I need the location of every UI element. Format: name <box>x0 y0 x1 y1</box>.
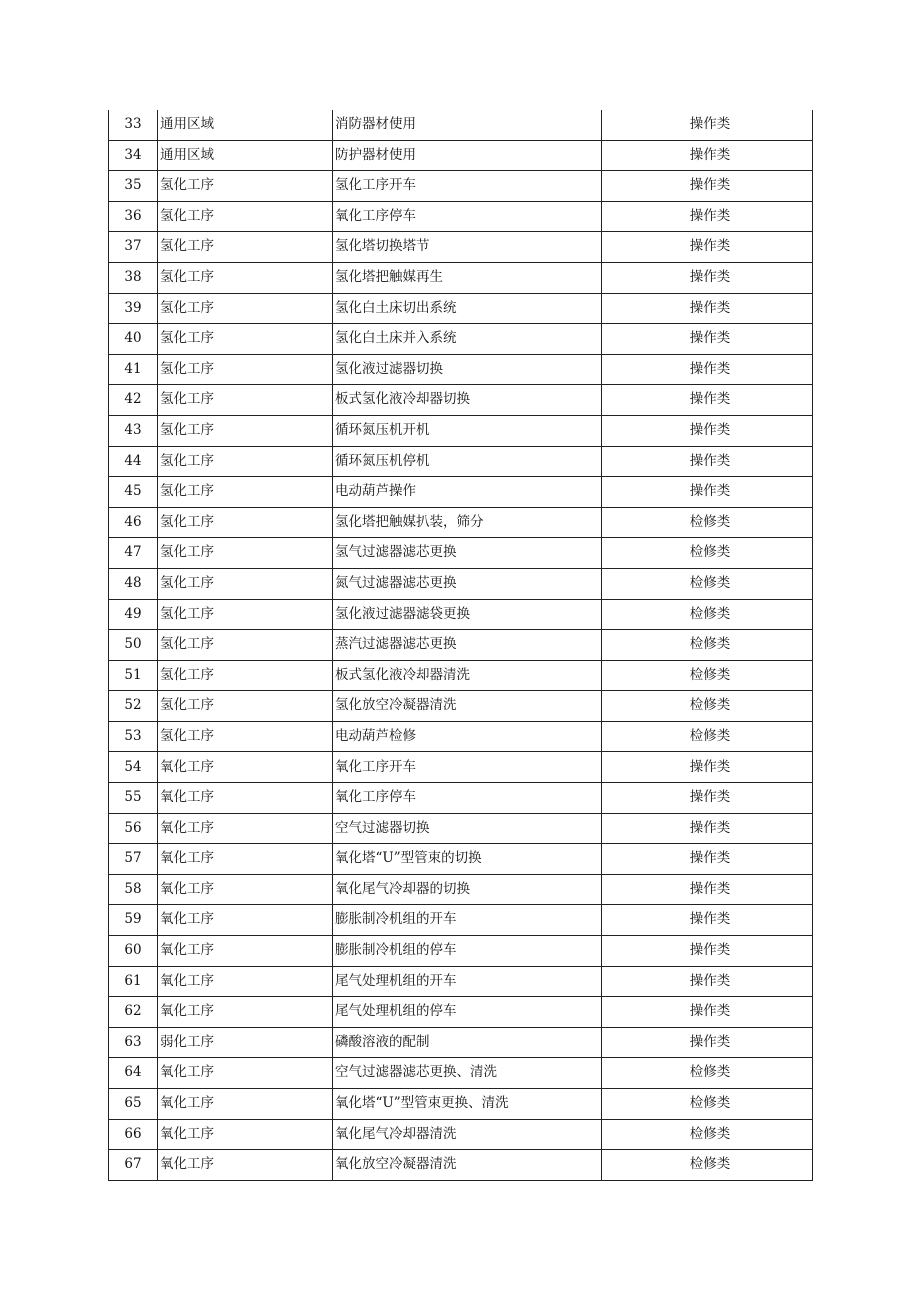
area-cell: 氢化工序 <box>158 599 333 630</box>
task-type-label: 操作类 <box>689 421 731 438</box>
task-type-cell <box>602 874 813 905</box>
table-row <box>109 752 813 783</box>
table-row <box>109 1058 813 1089</box>
task-name-cell: 氧化尾气冷却器的切换 <box>333 874 602 905</box>
task-name-cell: 空气过滤器滤芯更换、清洗 <box>333 1058 602 1089</box>
task-type-cell <box>602 1027 813 1058</box>
area-cell: 氢化工序 <box>158 721 333 752</box>
row-number-cell: 64 <box>109 1058 158 1089</box>
row-number-cell: 66 <box>109 1119 158 1150</box>
task-type-label: 检修类 <box>689 1125 731 1142</box>
task-name-cell: 氧化工序开车 <box>333 752 602 783</box>
task-type-label: 检修类 <box>689 605 731 622</box>
area-cell: 氢化工序 <box>158 568 333 599</box>
task-type-label: 操作类 <box>689 299 731 316</box>
row-number-cell: 63 <box>109 1027 158 1058</box>
task-type-cell <box>602 538 813 569</box>
row-number-cell: 35 <box>109 171 158 202</box>
task-name-cell: 防护器材使用 <box>333 140 602 171</box>
row-number-cell: 65 <box>109 1089 158 1120</box>
task-type-label: 操作类 <box>689 146 731 163</box>
task-type-label: 操作类 <box>689 880 731 897</box>
task-type-cell <box>602 324 813 355</box>
task-type-cell <box>602 630 813 661</box>
task-type-cell <box>602 201 813 232</box>
table-row <box>109 936 813 967</box>
table-body <box>109 110 813 1180</box>
task-type-cell <box>602 691 813 722</box>
task-name-cell: 磷酸溶液的配制 <box>333 1027 602 1058</box>
task-name-cell: 氧化塔“U”型管束更换、清洗 <box>333 1089 602 1120</box>
task-type-cell <box>602 599 813 630</box>
task-type-label: 操作类 <box>689 177 731 194</box>
row-number-cell: 58 <box>109 874 158 905</box>
table-row <box>109 813 813 844</box>
table-row <box>109 507 813 538</box>
row-number-cell: 45 <box>109 477 158 508</box>
area-cell: 氧化工序 <box>158 752 333 783</box>
row-number-cell: 48 <box>109 568 158 599</box>
table-row <box>109 477 813 508</box>
task-type-cell <box>602 110 813 140</box>
table-row <box>109 721 813 752</box>
table-row <box>109 844 813 875</box>
task-name-cell: 循环氮压机停机 <box>333 446 602 477</box>
task-type-cell <box>602 905 813 936</box>
area-cell: 氧化工序 <box>158 1058 333 1089</box>
table-row <box>109 1089 813 1120</box>
task-type-label: 操作类 <box>689 819 731 836</box>
table-row <box>109 110 813 140</box>
task-type-label: 操作类 <box>689 207 731 224</box>
row-number-cell: 60 <box>109 936 158 967</box>
job-list-sheet <box>108 110 812 1181</box>
area-cell: 氧化工序 <box>158 813 333 844</box>
row-number-cell: 67 <box>109 1150 158 1181</box>
task-name-cell: 氢化白土床并入系统 <box>333 324 602 355</box>
area-cell: 氢化工序 <box>158 293 333 324</box>
table-row <box>109 232 813 263</box>
task-type-cell <box>602 783 813 814</box>
area-cell: 氧化工序 <box>158 966 333 997</box>
task-type-cell <box>602 813 813 844</box>
row-number-cell: 38 <box>109 262 158 293</box>
task-type-label: 操作类 <box>689 452 731 469</box>
table-row <box>109 783 813 814</box>
task-type-cell <box>602 966 813 997</box>
row-number-cell: 39 <box>109 293 158 324</box>
task-name-cell: 电动葫芦操作 <box>333 477 602 508</box>
task-type-cell <box>602 354 813 385</box>
task-type-label: 操作类 <box>689 330 731 347</box>
area-cell: 氢化工序 <box>158 262 333 293</box>
task-name-cell: 氢化白土床切出系统 <box>333 293 602 324</box>
table-row <box>109 262 813 293</box>
table-row <box>109 1119 813 1150</box>
task-type-cell <box>602 385 813 416</box>
task-name-cell: 氢化液过滤器切换 <box>333 354 602 385</box>
task-name-cell: 氧化塔“U”型管束的切换 <box>333 844 602 875</box>
task-name-cell: 尾气处理机组的停车 <box>333 997 602 1028</box>
task-type-cell <box>602 721 813 752</box>
table-row <box>109 997 813 1028</box>
table-row <box>109 691 813 722</box>
area-cell: 氧化工序 <box>158 1150 333 1181</box>
task-type-cell <box>602 477 813 508</box>
row-number-cell: 53 <box>109 721 158 752</box>
row-number-cell: 34 <box>109 140 158 171</box>
task-type-label: 操作类 <box>689 942 731 959</box>
area-cell: 氢化工序 <box>158 324 333 355</box>
task-type-cell <box>602 997 813 1028</box>
task-type-label: 操作类 <box>689 911 731 928</box>
task-name-cell: 氢化塔切换塔节 <box>333 232 602 263</box>
table-row <box>109 568 813 599</box>
table-row <box>109 599 813 630</box>
area-cell: 弱化工序 <box>158 1027 333 1058</box>
task-type-cell <box>602 936 813 967</box>
table-row <box>109 660 813 691</box>
task-name-cell: 膨胀制冷机组的停车 <box>333 936 602 967</box>
area-cell: 氢化工序 <box>158 507 333 538</box>
task-type-label: 检修类 <box>689 636 731 653</box>
row-number-cell: 59 <box>109 905 158 936</box>
task-type-cell <box>602 415 813 446</box>
row-number-cell: 51 <box>109 660 158 691</box>
task-name-cell: 膨胀制冷机组的开车 <box>333 905 602 936</box>
area-cell: 氢化工序 <box>158 201 333 232</box>
task-type-label: 操作类 <box>689 391 731 408</box>
task-type-label: 检修类 <box>689 1064 731 1081</box>
task-type-label: 检修类 <box>689 1156 731 1173</box>
task-name-cell: 氧化工序停车 <box>333 783 602 814</box>
table-row <box>109 446 813 477</box>
area-cell: 氢化工序 <box>158 232 333 263</box>
area-cell: 氧化工序 <box>158 1089 333 1120</box>
task-name-cell: 电动葫芦检修 <box>333 721 602 752</box>
task-name-cell: 氢化放空冷凝器清洗 <box>333 691 602 722</box>
task-type-label: 操作类 <box>689 1003 731 1020</box>
area-cell: 通用区域 <box>158 110 333 140</box>
table-row <box>109 1027 813 1058</box>
task-type-cell <box>602 1058 813 1089</box>
area-cell: 通用区域 <box>158 140 333 171</box>
row-number-cell: 52 <box>109 691 158 722</box>
row-number-cell: 44 <box>109 446 158 477</box>
task-type-label: 检修类 <box>689 574 731 591</box>
job-task-table <box>108 110 813 1181</box>
area-cell: 氢化工序 <box>158 415 333 446</box>
task-name-cell: 板式氢化液冷却器切换 <box>333 385 602 416</box>
area-cell: 氧化工序 <box>158 874 333 905</box>
area-cell: 氧化工序 <box>158 783 333 814</box>
table-row <box>109 385 813 416</box>
table-row <box>109 630 813 661</box>
task-name-cell: 板式氢化液冷却器清洗 <box>333 660 602 691</box>
row-number-cell: 54 <box>109 752 158 783</box>
task-type-label: 操作类 <box>689 972 731 989</box>
row-number-cell: 42 <box>109 385 158 416</box>
row-number-cell: 56 <box>109 813 158 844</box>
area-cell: 氧化工序 <box>158 997 333 1028</box>
area-cell: 氧化工序 <box>158 905 333 936</box>
task-name-cell: 空气过滤器切换 <box>333 813 602 844</box>
task-type-label: 操作类 <box>689 269 731 286</box>
task-name-cell: 氧化放空冷凝器清洗 <box>333 1150 602 1181</box>
task-type-label: 检修类 <box>689 666 731 683</box>
row-number-cell: 61 <box>109 966 158 997</box>
task-name-cell: 氢化塔把触媒再生 <box>333 262 602 293</box>
table-row <box>109 354 813 385</box>
area-cell: 氧化工序 <box>158 936 333 967</box>
row-number-cell: 62 <box>109 997 158 1028</box>
task-type-label: 检修类 <box>689 544 731 561</box>
task-name-cell: 氮气过滤器滤芯更换 <box>333 568 602 599</box>
task-type-label: 操作类 <box>689 483 731 500</box>
task-type-label: 检修类 <box>689 697 731 714</box>
task-type-cell <box>602 446 813 477</box>
task-type-cell <box>602 1119 813 1150</box>
task-type-cell <box>602 507 813 538</box>
area-cell: 氢化工序 <box>158 354 333 385</box>
table-row <box>109 905 813 936</box>
area-cell: 氢化工序 <box>158 171 333 202</box>
task-type-cell <box>602 1089 813 1120</box>
task-name-cell: 氢气过滤器滤芯更换 <box>333 538 602 569</box>
row-number-cell: 47 <box>109 538 158 569</box>
area-cell: 氢化工序 <box>158 385 333 416</box>
row-number-cell: 49 <box>109 599 158 630</box>
row-number-cell: 57 <box>109 844 158 875</box>
area-cell: 氧化工序 <box>158 1119 333 1150</box>
table-row <box>109 874 813 905</box>
task-name-cell: 氧化尾气冷却器清洗 <box>333 1119 602 1150</box>
task-name-cell: 氢化塔把触媒扒装，筛分 <box>333 507 602 538</box>
table-row <box>109 1150 813 1181</box>
task-type-cell <box>602 262 813 293</box>
task-type-label: 检修类 <box>689 1095 731 1112</box>
row-number-cell: 36 <box>109 201 158 232</box>
area-cell: 氢化工序 <box>158 691 333 722</box>
task-type-label: 操作类 <box>689 116 731 133</box>
row-number-cell: 55 <box>109 783 158 814</box>
task-type-label: 操作类 <box>689 1033 731 1050</box>
task-type-label: 操作类 <box>689 850 731 867</box>
row-number-cell: 37 <box>109 232 158 263</box>
task-name-cell: 循环氮压机开机 <box>333 415 602 446</box>
task-type-cell <box>602 232 813 263</box>
table-row <box>109 140 813 171</box>
row-number-cell: 43 <box>109 415 158 446</box>
task-name-cell: 蒸汽过滤器滤芯更换 <box>333 630 602 661</box>
table-row <box>109 293 813 324</box>
area-cell: 氢化工序 <box>158 630 333 661</box>
table-row <box>109 538 813 569</box>
task-type-label: 检修类 <box>689 727 731 744</box>
table-row <box>109 415 813 446</box>
task-type-label: 操作类 <box>689 758 731 775</box>
table-row <box>109 171 813 202</box>
task-name-cell: 氧化工序停车 <box>333 201 602 232</box>
table-row <box>109 201 813 232</box>
task-type-cell <box>602 293 813 324</box>
task-type-cell <box>602 1150 813 1181</box>
task-name-cell: 尾气处理机组的开车 <box>333 966 602 997</box>
task-type-label: 操作类 <box>689 360 731 377</box>
task-name-cell: 消防器材使用 <box>333 110 602 140</box>
area-cell: 氢化工序 <box>158 477 333 508</box>
task-name-cell: 氢化工序开车 <box>333 171 602 202</box>
task-type-label: 操作类 <box>689 238 731 255</box>
task-type-cell <box>602 568 813 599</box>
area-cell: 氢化工序 <box>158 660 333 691</box>
task-type-cell <box>602 660 813 691</box>
task-type-label: 操作类 <box>689 789 731 806</box>
row-number-cell: 46 <box>109 507 158 538</box>
row-number-cell: 33 <box>109 110 158 140</box>
table-row <box>109 966 813 997</box>
row-number-cell: 40 <box>109 324 158 355</box>
row-number-cell: 50 <box>109 630 158 661</box>
task-type-label: 检修类 <box>689 513 731 530</box>
area-cell: 氢化工序 <box>158 446 333 477</box>
table-row <box>109 324 813 355</box>
task-name-cell: 氢化液过滤器滤袋更换 <box>333 599 602 630</box>
area-cell: 氧化工序 <box>158 844 333 875</box>
task-type-cell <box>602 752 813 783</box>
task-type-cell <box>602 171 813 202</box>
row-number-cell: 41 <box>109 354 158 385</box>
task-type-cell <box>602 844 813 875</box>
area-cell: 氢化工序 <box>158 538 333 569</box>
task-type-cell <box>602 140 813 171</box>
